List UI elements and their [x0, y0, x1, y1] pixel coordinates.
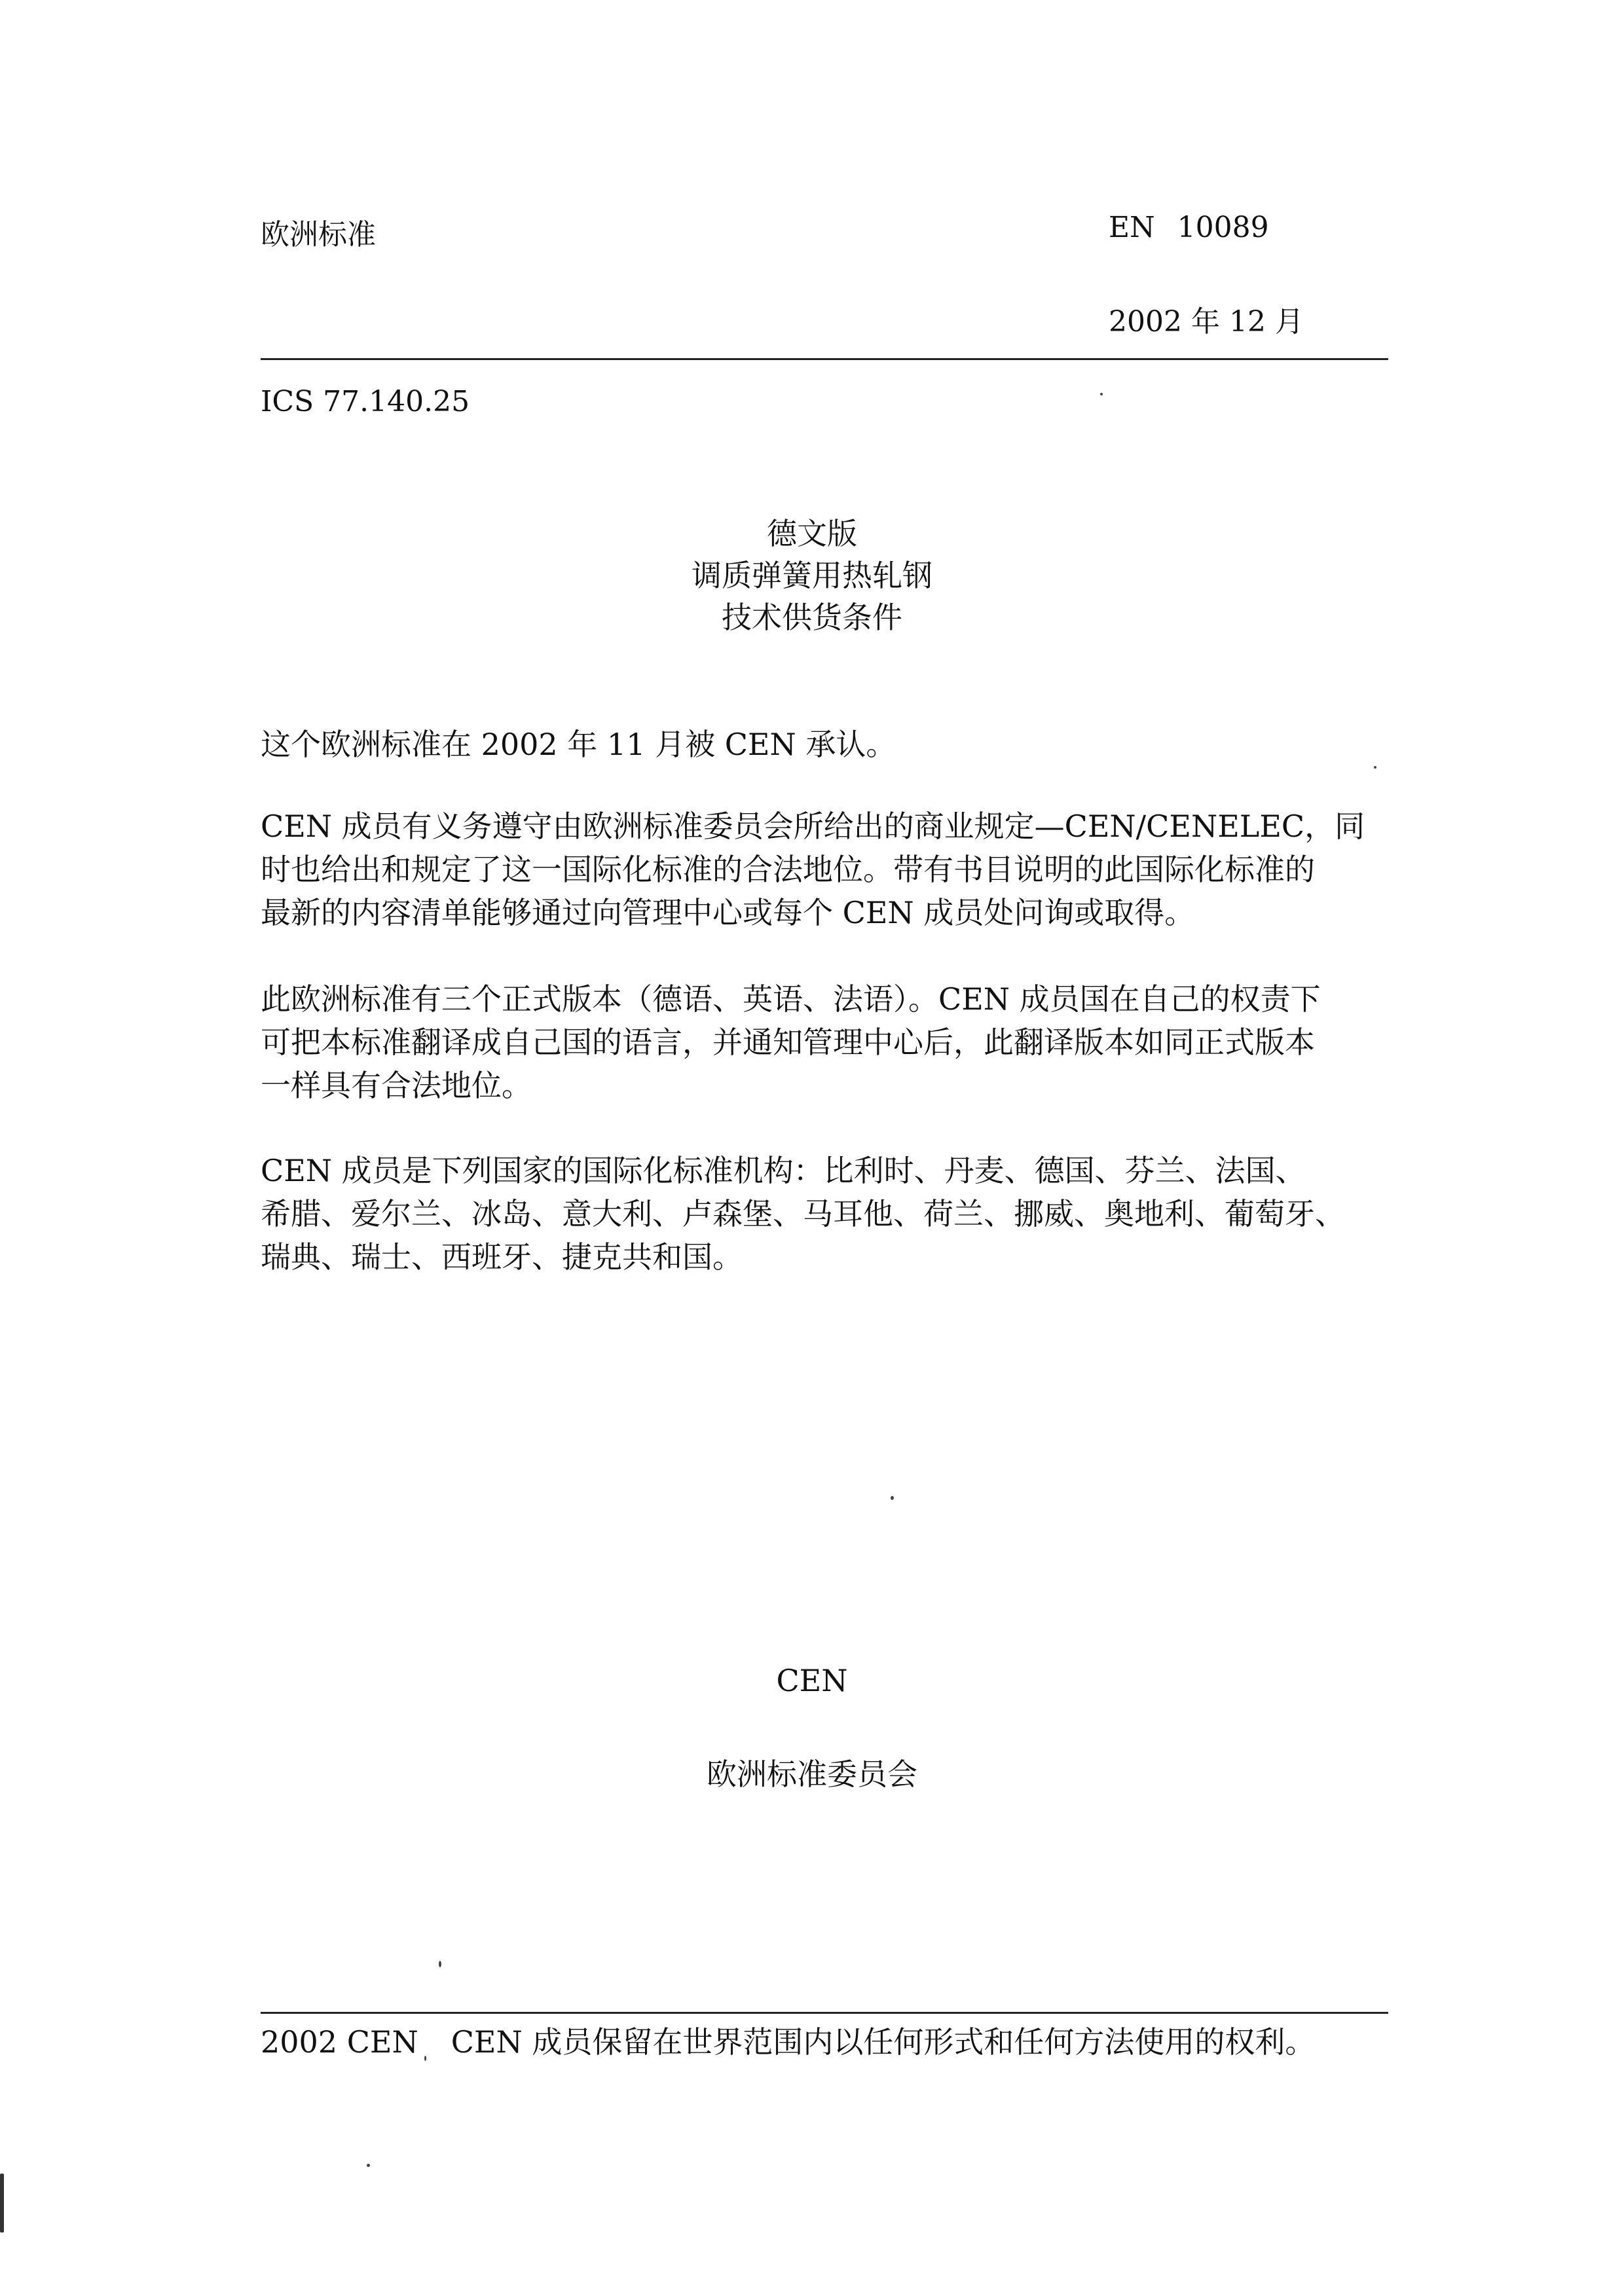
standard-number: EN 10089: [1109, 211, 1269, 244]
header-divider: [261, 358, 1388, 360]
organization-acronym: CEN: [776, 1663, 848, 1698]
scan-speck: [439, 1961, 441, 1967]
footer: [261, 2018, 1315, 2062]
organization-name: 欧洲标准委员会: [707, 1757, 917, 1792]
document-title: [0, 513, 1624, 638]
title-line-1: 调质弹簧用热轧钢: [692, 558, 932, 593]
footer-copyright: 2002 CEN: [261, 2024, 418, 2060]
scan-edge-mark: [0, 2174, 4, 2232]
scan-speck: [1374, 766, 1376, 769]
paragraph-versions: [261, 977, 1388, 1107]
paragraph-obligations: [261, 805, 1388, 934]
ics-code: ICS 77.140.25: [261, 385, 470, 418]
paragraph-line: 一样具有合法地位。: [261, 1068, 532, 1103]
title-line-2: 技术供货条件: [722, 600, 902, 635]
scan-speck: [367, 2164, 370, 2167]
paragraph-line: 此欧洲标准有三个正式版本（德语、英语、法语）。CEN 成员国在自己的权责下: [261, 981, 1321, 1017]
paragraph-line: 最新的内容清单能够通过向管理中心或每个 CEN 成员处问询或取得。: [261, 895, 1195, 930]
title-version: 德文版: [767, 516, 857, 551]
footer-divider: [261, 2012, 1388, 2014]
paragraph-members: [261, 1149, 1388, 1279]
paragraph-approval: [261, 723, 1388, 766]
paragraph-line: 希腊、爱尔兰、冰岛、意大利、卢森堡、马耳他、荷兰、挪威、奥地利、葡萄牙、: [261, 1196, 1345, 1231]
paragraph-line: CEN 成员是下列国家的国际化标准机构：比利时、丹麦、德国、芬兰、法国、: [261, 1153, 1306, 1188]
paragraph-line: 时也给出和规定了这一国际化标准的合法地位。带有书目说明的此国际化标准的: [261, 852, 1315, 887]
scan-speck: [1100, 393, 1103, 395]
header-label: 欧洲标准: [261, 218, 376, 251]
scan-speck: [891, 1496, 894, 1500]
paragraph-line: 可把本标准翻译成自己国的语言，并通知管理中心后，此翻译版本如同正式版本: [261, 1025, 1315, 1060]
paragraph-line: CEN 成员有义务遵守由欧洲标准委员会所给出的商业规定—CEN/CENELEC，同: [261, 809, 1365, 844]
paragraph-line: 这个欧洲标准在 2002 年 11 月被 CEN 承认。: [261, 727, 896, 762]
scan-speck: [424, 2056, 426, 2061]
footer-rights: CEN 成员保留在世界范围内以任何形式和任何方法使用的权利。: [451, 2024, 1316, 2060]
paragraph-line: 瑞典、瑞士、西班牙、捷克共和国。: [261, 1239, 743, 1275]
publication-date: 2002 年 12 月: [1109, 305, 1304, 338]
